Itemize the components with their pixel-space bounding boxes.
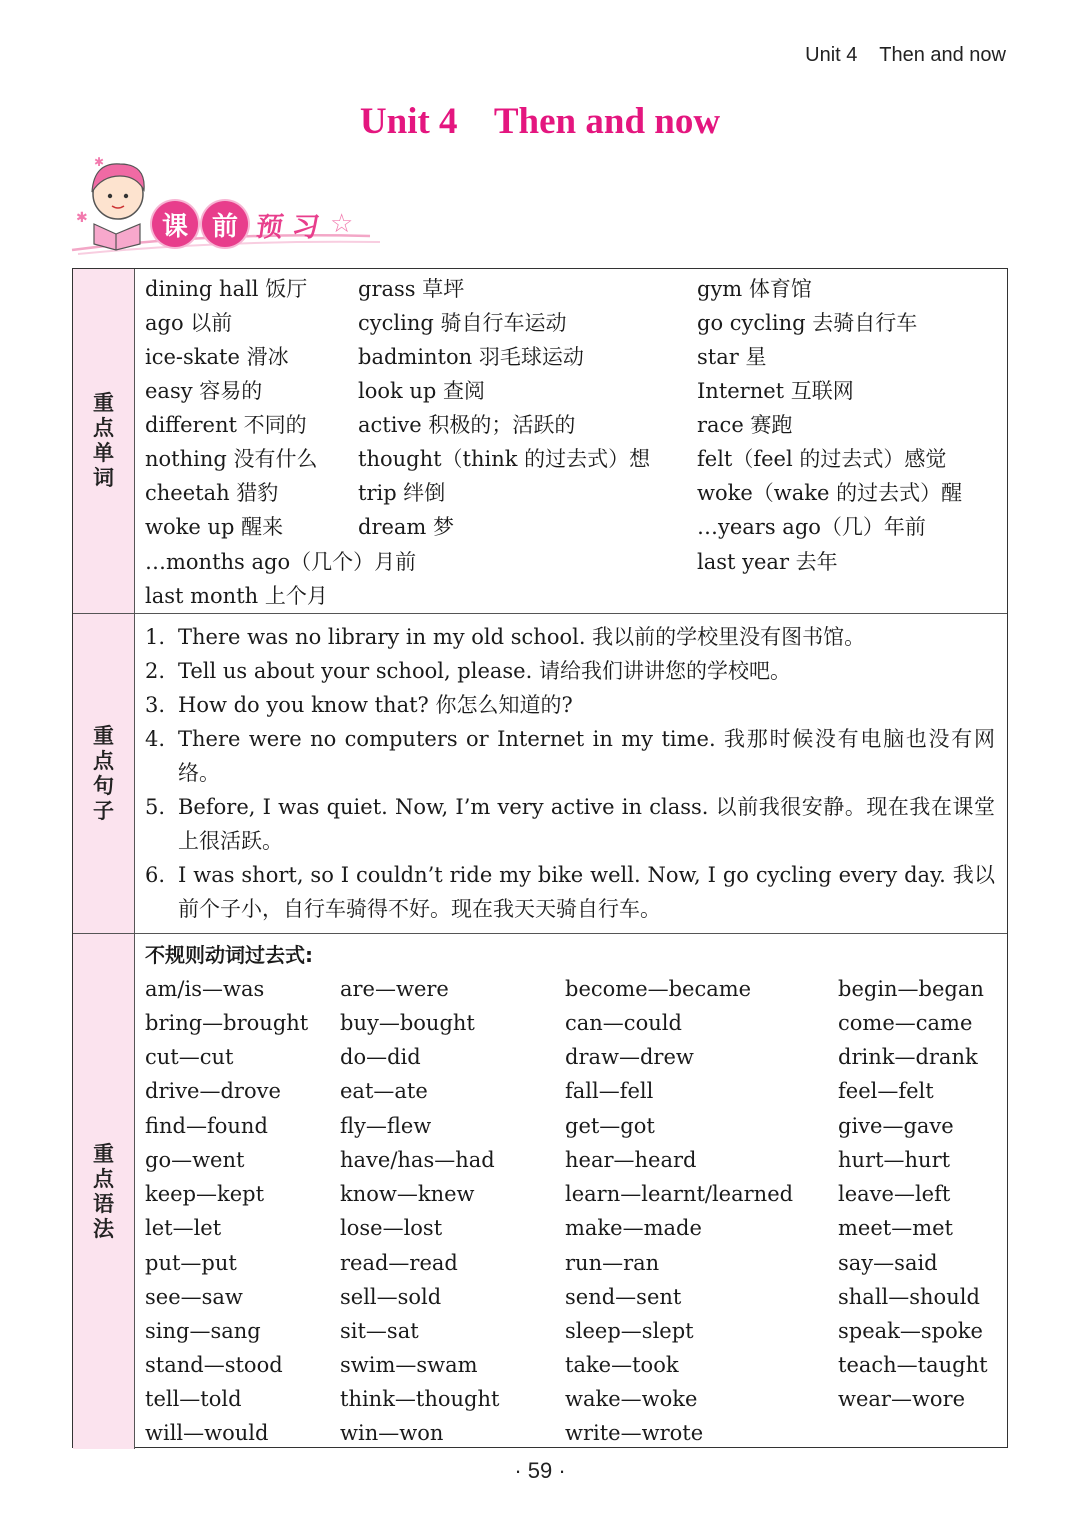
verb-pair: do—did	[340, 1045, 421, 1069]
verb-pair: have/has—had	[340, 1148, 495, 1172]
verb-pair: make—made	[565, 1216, 702, 1240]
verb-pair: go—went	[145, 1148, 245, 1172]
vocab-word: grass 草坪	[358, 277, 465, 301]
grammar-label-cell	[73, 934, 135, 1449]
verb-pair: hurt—hurt	[838, 1148, 951, 1172]
verb-pair: win—won	[340, 1421, 444, 1445]
page-title: Unit 4 Then and now	[359, 101, 721, 142]
svg-text:✱: ✱	[94, 155, 105, 169]
grammar-section	[73, 934, 1007, 1449]
vocab-word: woke（wake 的过去式）醒	[697, 481, 963, 505]
verb-pair: meet—met	[838, 1216, 953, 1240]
verb-pair: cut—cut	[145, 1045, 234, 1069]
vocab-word: cheetah 猎豹	[145, 481, 279, 505]
verb-pair: sing—sang	[145, 1319, 261, 1343]
vocab-word: felt（feel 的过去式）感觉	[697, 447, 947, 471]
vocab-word: look up 查阅	[358, 379, 486, 403]
sentences-label: 重点句子	[93, 723, 114, 823]
verb-pair: get—got	[565, 1114, 655, 1138]
sentence-item	[145, 654, 995, 688]
sentence-text: How do you know that? 你怎么知道的?	[178, 693, 573, 717]
sentence-item	[145, 858, 995, 926]
banner-char: 课	[152, 201, 198, 247]
sentence-item	[145, 688, 995, 722]
verb-pair: drink—drank	[838, 1045, 978, 1069]
vocab-word: nothing 没有什么	[145, 447, 318, 471]
sentence-number: 3.	[145, 693, 166, 717]
verb-pair: lose—lost	[340, 1216, 443, 1240]
sentences-section	[73, 614, 1007, 934]
verb-pair: see—saw	[145, 1285, 243, 1309]
sentences-content	[135, 614, 1007, 933]
verb-pair: am/is—was	[145, 977, 265, 1001]
svg-text:✱: ✱	[76, 210, 88, 226]
vocab-word: thought（think 的过去式）想	[358, 447, 651, 471]
verb-pair: are—were	[340, 977, 449, 1001]
verb-pair: shall—should	[838, 1285, 980, 1309]
verb-pair: stand—stood	[145, 1353, 283, 1377]
vocab-word: last year 去年	[697, 550, 838, 574]
star-icon: ☆	[330, 209, 354, 239]
verb-pair: draw—drew	[565, 1045, 694, 1069]
verb-pair: run—ran	[565, 1251, 660, 1275]
banner-char: 习	[289, 211, 322, 243]
verb-pair: put—put	[145, 1251, 237, 1275]
sentence-text: Tell us about your school, please. 请给我们讲讲您的学校吧。	[178, 659, 791, 683]
sentence-item	[145, 620, 995, 654]
vocab-word: race 赛跑	[697, 413, 793, 437]
verb-pair: wear—wore	[838, 1387, 966, 1411]
vocab-word: …years ago（几）年前	[697, 515, 926, 539]
vocab-word: cycling 骑自行车运动	[358, 311, 567, 335]
verb-pair: fly—flew	[340, 1114, 432, 1138]
vocab-word: different 不同的	[145, 413, 307, 437]
grammar-label: 重点语法	[93, 1141, 114, 1241]
vocab-word: woke up 醒来	[145, 515, 284, 539]
sentence-item	[145, 790, 995, 858]
vocab-word: …months ago（几个）月前	[145, 550, 417, 574]
verb-pair: read—read	[340, 1251, 458, 1275]
verb-pair: fall—fell	[565, 1079, 654, 1103]
verb-pair: learn—learnt/learned	[565, 1182, 794, 1206]
vocab-word: badminton 羽毛球运动	[358, 345, 584, 369]
banner-char: 预	[253, 211, 286, 243]
verb-pair: bring—brought	[145, 1011, 309, 1035]
vocab-section	[73, 269, 1007, 614]
verb-pair: eat—ate	[340, 1079, 428, 1103]
verb-pair: give—gave	[838, 1114, 954, 1138]
running-header: Unit 4 Then and now	[805, 44, 1006, 66]
verb-pair: keep—kept	[145, 1182, 265, 1206]
sentence-text: I was short, so I couldn’t ride my bike well. Now, I go cycling every day. 我以前个子小，自行车骑得不好。现在我天天骑自行车。	[178, 863, 995, 921]
verb-pair: tell—told	[145, 1387, 242, 1411]
vocab-word: star 星	[697, 345, 767, 369]
sentence-number: 6.	[145, 863, 166, 887]
vocab-word: trip 绊倒	[358, 481, 446, 505]
sentence-text: There were no computers or Internet in my time. 我那时候没有电脑也没有网络。	[178, 727, 995, 785]
grammar-content	[135, 934, 1007, 1449]
sentence-number: 1.	[145, 625, 166, 649]
sentence-number: 4.	[145, 727, 166, 751]
preview-banner-label	[152, 200, 353, 248]
sentence-item	[145, 722, 995, 790]
vocab-word: easy 容易的	[145, 379, 263, 403]
verb-pair: write—wrote	[565, 1421, 704, 1445]
verb-pair: begin—began	[838, 977, 984, 1001]
verb-pair: send—sent	[565, 1285, 682, 1309]
verb-pair: think—thought	[340, 1387, 500, 1411]
vocab-word: last month 上个月	[145, 584, 328, 608]
verb-pair: let—let	[145, 1216, 222, 1240]
vocab-word: dining hall 饭厅	[145, 277, 308, 301]
vocab-word: active 积极的；活跃的	[358, 413, 576, 437]
sentences-label-cell	[73, 614, 135, 933]
verb-pair: sleep—slept	[565, 1319, 694, 1343]
verb-pair: will—would	[145, 1421, 269, 1445]
verb-pair: know—knew	[340, 1182, 475, 1206]
verb-pair: teach—taught	[838, 1353, 988, 1377]
vocab-label-cell	[73, 269, 135, 613]
sentence-number: 2.	[145, 659, 166, 683]
preview-table	[72, 268, 1008, 1448]
verb-pair: sit—sat	[340, 1319, 419, 1343]
verb-pair: speak—spoke	[838, 1319, 983, 1343]
vocab-word: gym 体育馆	[697, 277, 812, 301]
verb-pair: take—took	[565, 1353, 679, 1377]
vocab-word: go cycling 去骑自行车	[697, 311, 918, 335]
verb-pair: feel—felt	[838, 1079, 934, 1103]
verb-pair: buy—bought	[340, 1011, 475, 1035]
vocab-word: Internet 互联网	[697, 379, 854, 403]
grammar-heading: 不规则动词过去式:	[145, 943, 313, 967]
vocab-word: ago 以前	[145, 311, 233, 335]
verb-pair: say—said	[838, 1251, 938, 1275]
verb-pair: sell—sold	[340, 1285, 442, 1309]
vocab-word: ice-skate 滑冰	[145, 345, 289, 369]
page-number: · 59 ·	[514, 1458, 566, 1483]
vocab-label: 重点单词	[93, 391, 114, 490]
verb-pair: become—became	[565, 977, 752, 1001]
verb-pair: can—could	[565, 1011, 682, 1035]
verb-pair: find—found	[145, 1114, 268, 1138]
verb-pair: drive—drove	[145, 1079, 281, 1103]
verb-pair: hear—heard	[565, 1148, 697, 1172]
sentence-text: Before, I was quiet. Now, I’m very active in class. 以前我很安静。现在我在课堂上很活跃。	[178, 795, 995, 853]
sentence-number: 5.	[145, 795, 166, 819]
vocab-content	[135, 269, 1007, 613]
sentence-text: There was no library in my old school. 我以前的学校里没有图书馆。	[178, 625, 866, 649]
verb-pair: wake—woke	[565, 1387, 698, 1411]
vocab-word: dream 梦	[358, 515, 455, 539]
verb-pair: swim—swam	[340, 1353, 478, 1377]
verb-pair: come—came	[838, 1011, 973, 1035]
verb-pair: leave—left	[838, 1182, 951, 1206]
banner-char: 前	[202, 201, 248, 247]
